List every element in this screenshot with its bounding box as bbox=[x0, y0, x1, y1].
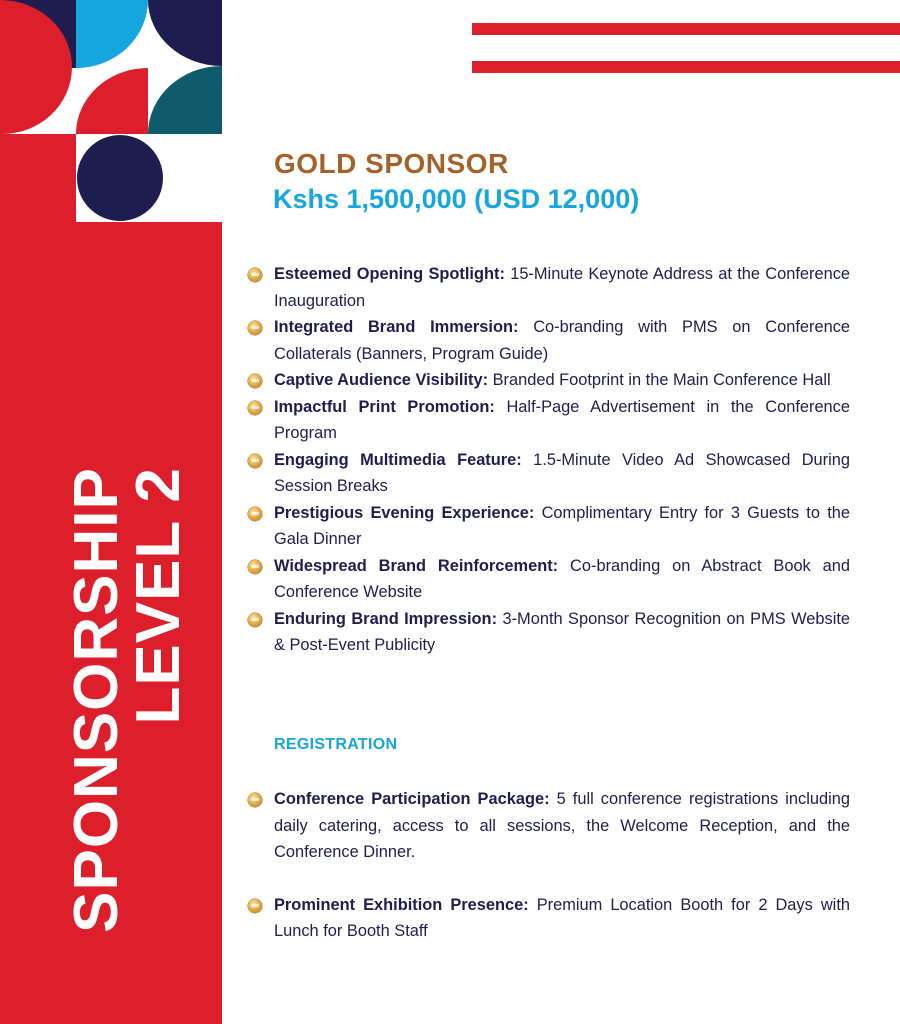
title-line-2: LEVEL 2 bbox=[124, 467, 193, 725]
top-stripe-2 bbox=[472, 61, 900, 73]
list-item: Prominent Exhibition Presence: Premium Location Booth for 2 Days with Lunch for Booth Staff bbox=[246, 892, 850, 945]
list-item: Esteemed Opening Spotlight: 15-Minute Keynote Address at the Conference Inauguration bbox=[246, 261, 850, 314]
gold-coin-bullet-icon bbox=[248, 401, 262, 415]
gold-coin-bullet-icon bbox=[248, 560, 262, 574]
gold-coin-bullet-icon bbox=[248, 899, 262, 913]
list-item: Impactful Print Promotion: Half-Page Advertisement in the Conference Program bbox=[246, 394, 850, 447]
list-item: Prestigious Evening Experience: Complimentary Entry for 3 Guests to the Gala Dinner bbox=[246, 500, 850, 553]
list-item: Engaging Multimedia Feature: 1.5-Minute Video Ad Showcased During Session Breaks bbox=[246, 447, 850, 500]
gold-coin-bullet-icon bbox=[248, 454, 262, 468]
sidebar-vertical-title bbox=[58, 467, 198, 933]
tier-price: Kshs 1,500,000 (USD 12,000) bbox=[273, 184, 640, 214]
list-item: Conference Participation Package: 5 full conference registrations including daily catering, access to all sessions, the Welcome Reception, and the Conference Dinner. bbox=[246, 786, 850, 866]
list-item: Integrated Brand Immersion: Co-branding with PMS on Conference Collaterals (Banners, Program Guide) bbox=[246, 314, 850, 367]
gold-coin-bullet-icon bbox=[248, 321, 262, 335]
gold-coin-bullet-icon bbox=[248, 374, 262, 388]
gold-coin-bullet-icon bbox=[248, 268, 262, 282]
registration-list bbox=[246, 786, 850, 945]
list-item: Enduring Brand Impression: 3-Month Sponsor Recognition on PMS Website & Post-Event Publicity bbox=[246, 606, 850, 659]
gold-coin-bullet-icon bbox=[248, 793, 262, 807]
title-line-1: SPONSORSHIP bbox=[62, 467, 131, 933]
list-item: Captive Audience Visibility: Branded Footprint in the Main Conference Hall bbox=[246, 367, 850, 394]
registration-heading: REGISTRATION bbox=[274, 736, 398, 753]
gold-coin-bullet-icon bbox=[248, 613, 262, 627]
geometric-pattern bbox=[0, 0, 222, 222]
list-item: Widespread Brand Reinforcement: Co-branding on Abstract Book and Conference Website bbox=[246, 553, 850, 606]
top-stripe-1 bbox=[472, 23, 900, 35]
navy-circle-shape bbox=[77, 135, 163, 221]
tier-title: GOLD SPONSOR bbox=[274, 148, 509, 179]
gold-coin-bullet-icon bbox=[248, 507, 262, 521]
benefits-list bbox=[246, 261, 850, 659]
